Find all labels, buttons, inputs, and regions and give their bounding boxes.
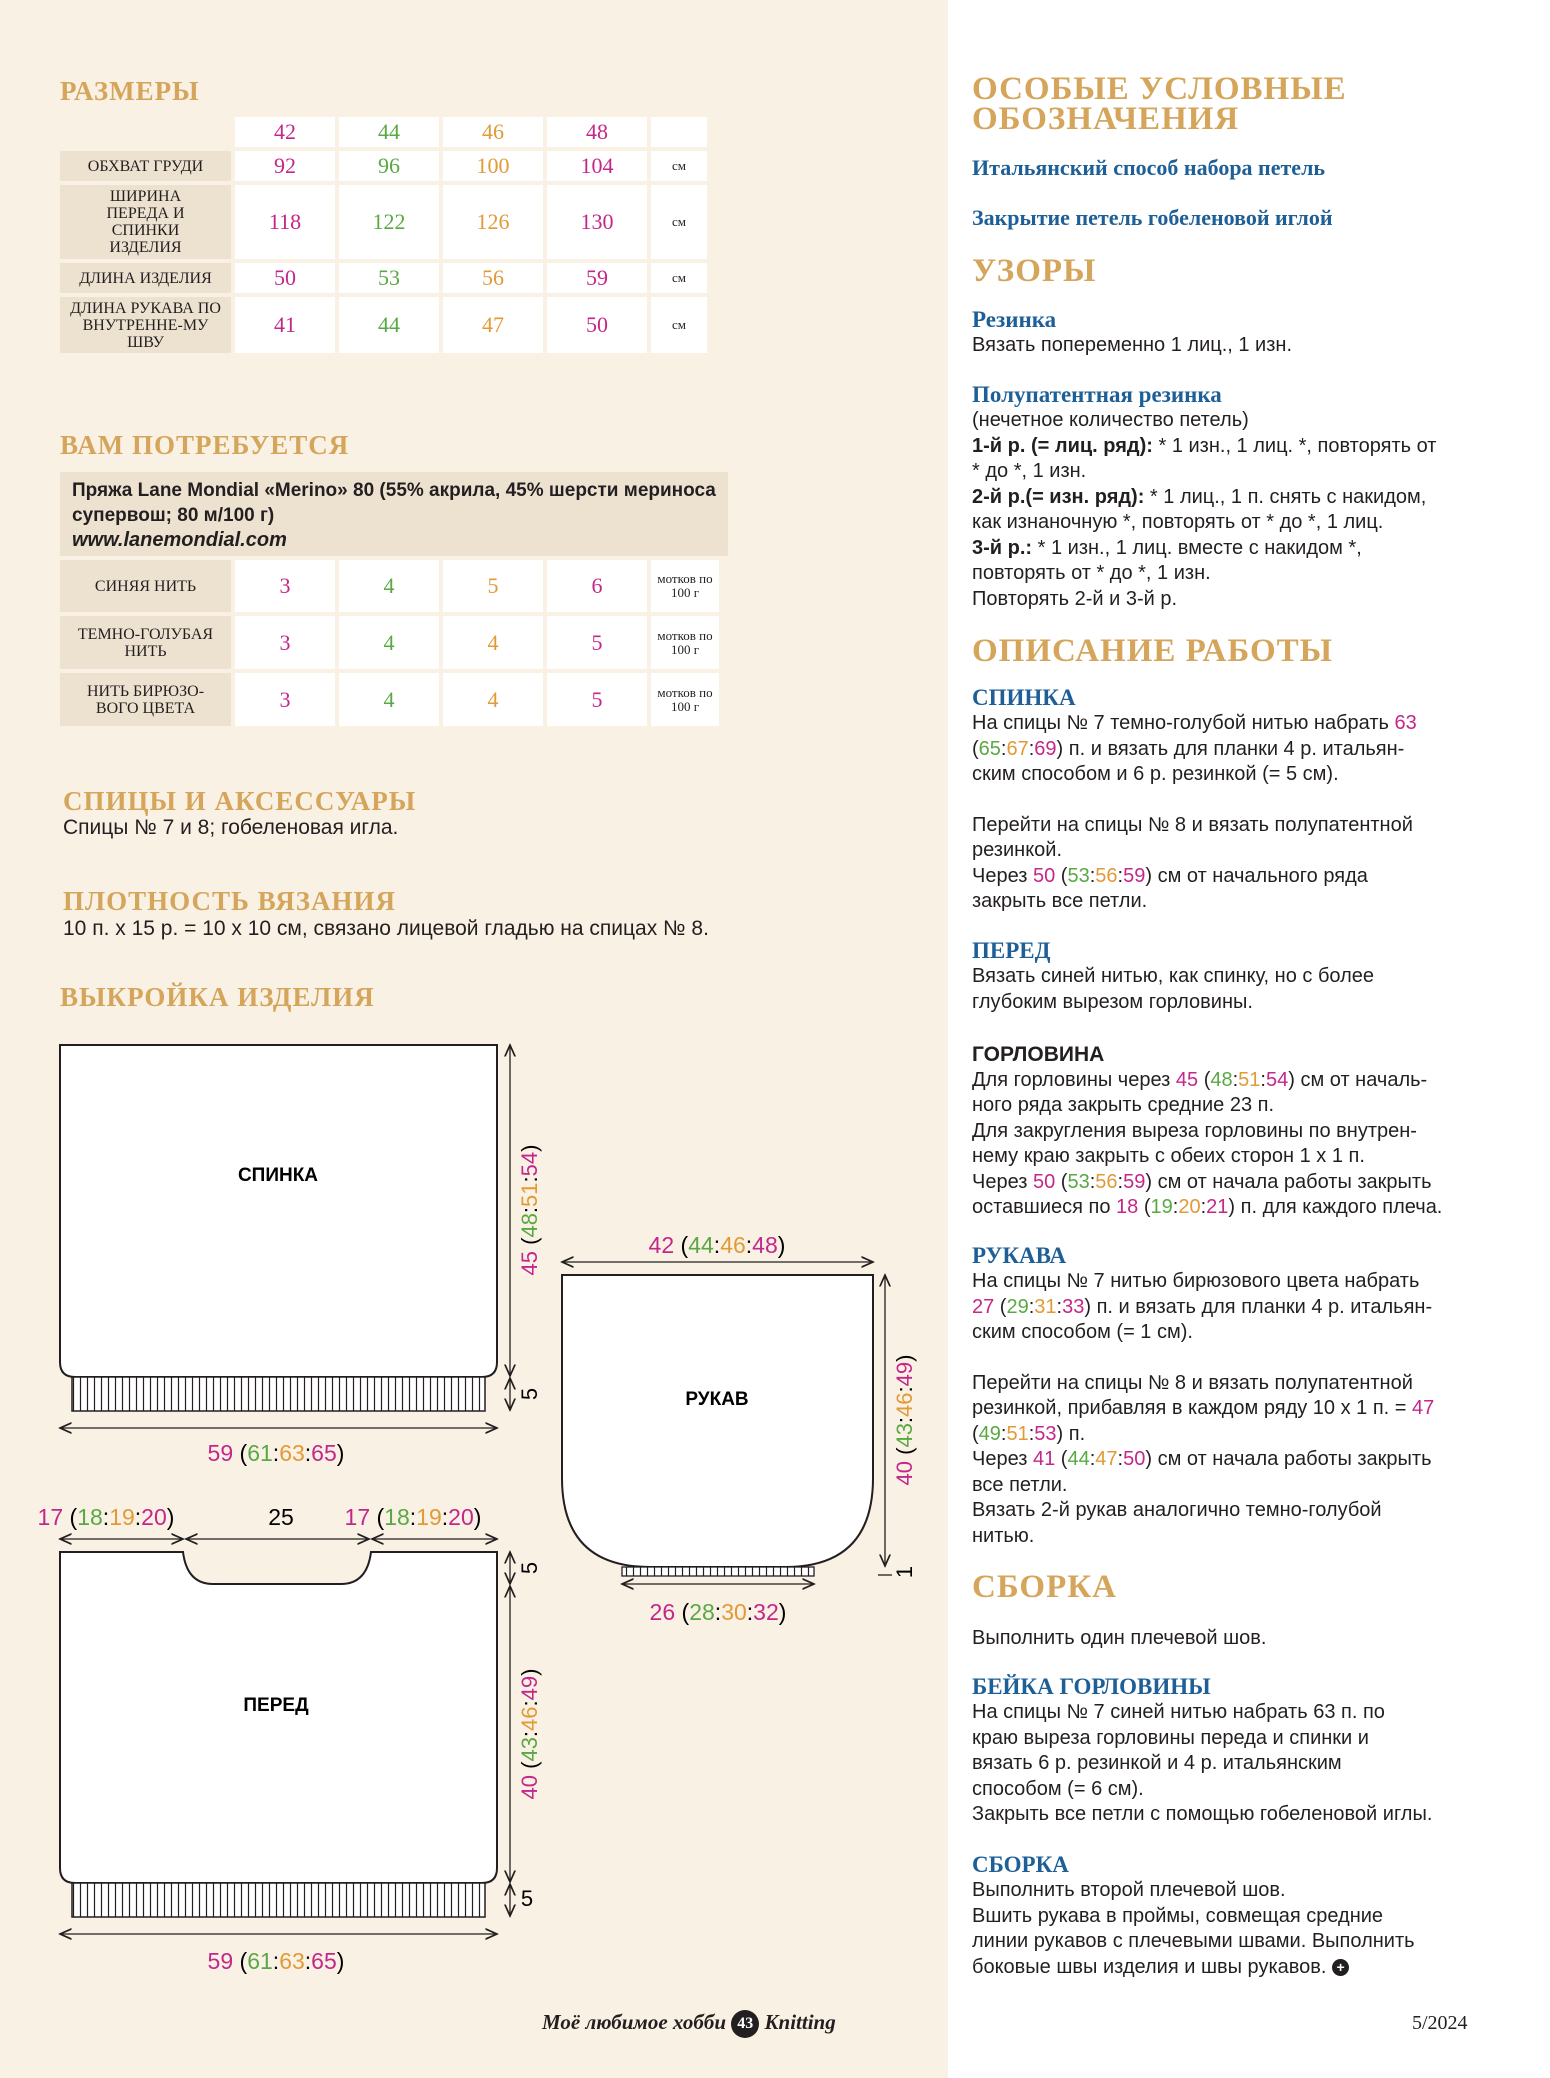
gauge-text: 10 п. х 15 р. = 10 х 10 см, связано лицевой гладью на спицах № 8. [63,917,709,940]
sizes-title: РАЗМЕРЫ [60,76,200,106]
front-rib-label: 5 [520,1886,534,1911]
cell: 3 [235,560,335,612]
text-line: * до *, 1 изн. [972,460,1087,482]
size-header: 46 [443,117,543,147]
footer-magazine: Моё любимое хобби 43 Knitting [542,2010,836,2038]
special-item-2: Закрытие петель гобеленовой иглой [972,205,1333,230]
sleeve-top-label: 42 (44:46:48) [648,1232,786,1258]
page-number-badge: 43 [731,2010,759,2038]
sleeve-height-label: 40 (43:46:49) [892,1354,917,1486]
rib-title: Резинка [972,307,1057,332]
cell: 4 [339,560,439,612]
cell: 44 [339,297,439,353]
text-line: способом (= 6 см). [972,1777,1144,1800]
text-line: линии рукавов с плечевыми швами. Выполнить [972,1930,1415,1952]
text-line: (нечетное количество петель) [972,409,1249,431]
front-height-label: 40 (43:46:49) [517,1668,542,1800]
cell: 92 [235,151,335,181]
text-line: оставшиеся по 18 (19:20:21) п. для каждого плеча. [972,1196,1443,1218]
issue-number: 5/2024 [1412,2012,1468,2034]
text-line: Повторять 2-й и 3-й р. [972,587,1178,610]
back-height-label: 45 (48:51:54) [517,1144,542,1276]
back-width-label: 59 (61:63:65) [207,1440,345,1466]
cell: 100 [443,151,543,181]
size-header: 42 [235,117,335,147]
special-item-1: Итальянский способ набора петель [972,155,1326,180]
sleeves-title: РУКАВА [972,1243,1067,1268]
text-line: Через 50 (53:56:59) см от начального ряда [972,864,1368,887]
sleeve-bottom-label: 26 (28:30:32) [649,1599,787,1625]
cell: 4 [443,616,543,669]
cell: 5 [443,560,543,612]
row-label: НИТЬ БИРЮЗО-ВОГО ЦВЕТА [60,673,231,726]
unit: мотков по 100 г [651,673,719,726]
cell: 6 [547,560,647,612]
text-line: вязать 6 р. резинкой и 4 р. итальянским [972,1752,1342,1774]
half-rib-block [972,382,1502,612]
front-width-label: 59 (61:63:65) [207,1948,345,1974]
text-line: Перейти на спицы № 8 и вязать полупатентной [972,813,1413,836]
back-rib-label: 5 [517,1387,542,1401]
patterns-title: УЗОРЫ [972,253,1097,289]
sleeves-section [972,1243,1502,1549]
cell: 4 [339,616,439,669]
text-line: (65:67:69) п. и вязать для планки 4 р. итальян- [972,737,1405,760]
sleeve-piece [562,1232,917,1625]
cell: 122 [339,185,439,259]
text-line: все петли. [972,1473,1068,1496]
cell: 56 [443,263,543,293]
front-label: ПЕРЕД [243,1695,309,1716]
cell: 130 [547,185,647,259]
text-line: Вшить рукава в проймы, совмещая средние [972,1904,1384,1927]
cell: 104 [547,151,647,181]
size-header: 44 [339,117,439,147]
assembly2-title: СБОРКА [972,1852,1069,1877]
yarn-url: www.lanemondial.com [72,529,287,551]
cell: 96 [339,151,439,181]
front-neck-depth-label: 5 [517,1561,542,1575]
needles-text: Спицы № 7 и 8; гобеленовая игла. [63,816,399,839]
text-line: 1-й р. (= лиц. ряд): * 1 изн., 1 лиц. *, повторять от [972,434,1437,457]
text-line: Для горловины через 45 (48:51:54) см от началь- [972,1068,1428,1091]
rib-block [972,307,1502,359]
row-label: ОБХВАТ ГРУДИ [60,151,231,181]
end-mark-icon: + [1332,1959,1349,1976]
text-line: нему краю закрыть с обеих сторон 1 х 1 п. [972,1145,1365,1167]
row-label: ДЛИНА ИЗДЕЛИЯ [60,263,231,293]
text-line: 3-й р.: * 1 изн., 1 лиц. вместе с накидом *, [972,536,1362,559]
neckline-title: ГОРЛОВИНА [972,1043,1105,1066]
cell: 41 [235,297,335,353]
unit: см [651,297,707,353]
yarn-line-1: Пряжа Lane Mondial «Merino» 80 (55% акрила, 45% шерсти мериноса [72,480,716,501]
need-title: ВАМ ПОТРЕБУЕТСЯ [60,430,350,460]
text-line: 27 (29:31:33) п. и вязать для планки 4 р. итальян- [972,1295,1433,1318]
text-line: ским способом (= 1 см). [972,1321,1193,1343]
text-line: резинкой. [972,839,1063,861]
back-title: СПИНКА [972,685,1076,710]
cell: 3 [235,616,335,669]
text-line: На спицы № 7 синей нитью набрать 63 п. по [972,1701,1385,1723]
unit: см [651,185,707,259]
text-line: краю выреза горловины переда и спинки и [972,1726,1369,1749]
size-header: 48 [547,117,647,147]
text-line: Вязать 2-й рукав аналогично темно-голубой [972,1499,1382,1521]
neckline-section [972,1042,1502,1221]
assembly-title: СБОРКА [972,1569,1118,1605]
text-line: боковые швы изделия и швы рукавов. + [972,1955,1502,1981]
front-piece [38,1504,542,1974]
shoulder-left-label: 17 (18:19:20) [37,1504,175,1530]
text-line: как изнаночную *, повторять от * до *, 1 лиц. [972,511,1384,533]
text-line: закрыть все петли. [972,890,1148,912]
text-line: На спицы № 7 нитью бирюзового цвета набрать [972,1270,1420,1292]
sleeve-label: РУКАВ [685,1389,749,1410]
back-label: СПИНКА [237,1165,319,1186]
text-line: повторять от * до *, 1 изн. [972,562,1211,584]
cell: 4 [339,673,439,726]
text-line: (49:51:53) п. [972,1422,1086,1445]
neckband-title: БЕЙКА ГОРЛОВИНЫ [972,1674,1211,1699]
rib-text: Вязать попеременно 1 лиц., 1 изн. [972,334,1292,356]
needles-title: СПИЦЫ И АКСЕССУАРЫ [63,786,417,816]
text-line: 2-й р.(= изн. ряд): * 1 лиц., 1 п. снять с накидом, [972,485,1427,508]
row-label: СИНЯЯ НИТЬ [60,560,231,612]
unit: см [651,263,707,293]
yarn-line-2: супервош; 80 м/100 г) [72,505,275,526]
text-line: ного ряда закрыть средние 23 п. [972,1094,1275,1116]
text-line: Для закругления выреза горловины по внутрен- [972,1119,1417,1142]
cell: 59 [547,263,647,293]
pattern-title: ВЫКРОЙКА ИЗДЕЛИЯ [60,982,375,1012]
text-line: глубоким вырезом горловины. [972,990,1253,1013]
row-label: ТЕМНО-ГОЛУБАЯ НИТЬ [60,616,231,669]
cell: 3 [235,673,335,726]
cell: 118 [235,185,335,259]
unit: мотков по 100 г [651,616,719,669]
neck-width-label: 25 [268,1504,294,1530]
cell: 53 [339,263,439,293]
text-line: Перейти на спицы № 8 и вязать полупатентной [972,1371,1413,1394]
text-line: Закрыть все петли с помощью гобеленовой иглы. [972,1803,1433,1825]
cell: 5 [547,616,647,669]
assembly2-section [972,1852,1502,1980]
back-piece [60,1045,542,1466]
row-label: ДЛИНА РУКАВА ПО ВНУТРЕННЕ-МУ ШВУ [60,297,231,353]
unit: см [651,151,707,181]
sleeve-rib-label: 1 [892,1565,917,1579]
text-line: нитью. [972,1524,1035,1547]
text-line: ским способом и 6 р. резинкой (= 5 см). [972,763,1339,785]
assembly-text: Выполнить один плечевой шов. [972,1627,1267,1649]
back-section [972,685,1502,915]
neckband-section [972,1674,1502,1828]
cell: 5 [547,673,647,726]
half-rib-title: Полупатентная резинка [972,382,1222,407]
text-line: резинкой, прибавляя в каждом ряду 10 х 1 п. = 47 [972,1397,1435,1419]
unit: мотков по 100 г [651,560,719,612]
front-section [972,938,1502,1015]
text-line: Выполнить второй плечевой шов. [972,1879,1286,1901]
text-line: Вязать синей нитью, как спинку, но с более [972,965,1375,987]
text-line: На спицы № 7 темно-голубой нитью набрать 63 [972,712,1417,734]
work-title: ОПИСАНИЕ РАБОТЫ [972,633,1334,669]
shoulder-right-label: 17 (18:19:20) [344,1504,482,1530]
cell: 47 [443,297,543,353]
cell: 50 [235,263,335,293]
row-label: ШИРИНА ПЕРЕДА И СПИНКИ ИЗДЕЛИЯ [60,185,231,259]
special-title: ОСОБЫЕ УСЛОВНЫЕ ОБОЗНАЧЕНИЯ [972,71,1347,137]
text-line: Через 41 (44:47:50) см от начала работы закрыть [972,1448,1432,1470]
cell: 4 [443,673,543,726]
cell: 126 [443,185,543,259]
text-line: Через 50 (53:56:59) см от начала работы закрыть [972,1170,1432,1193]
cell: 50 [547,297,647,353]
front-title: ПЕРЕД [972,938,1051,963]
gauge-title: ПЛОТНОСТЬ ВЯЗАНИЯ [63,886,396,916]
